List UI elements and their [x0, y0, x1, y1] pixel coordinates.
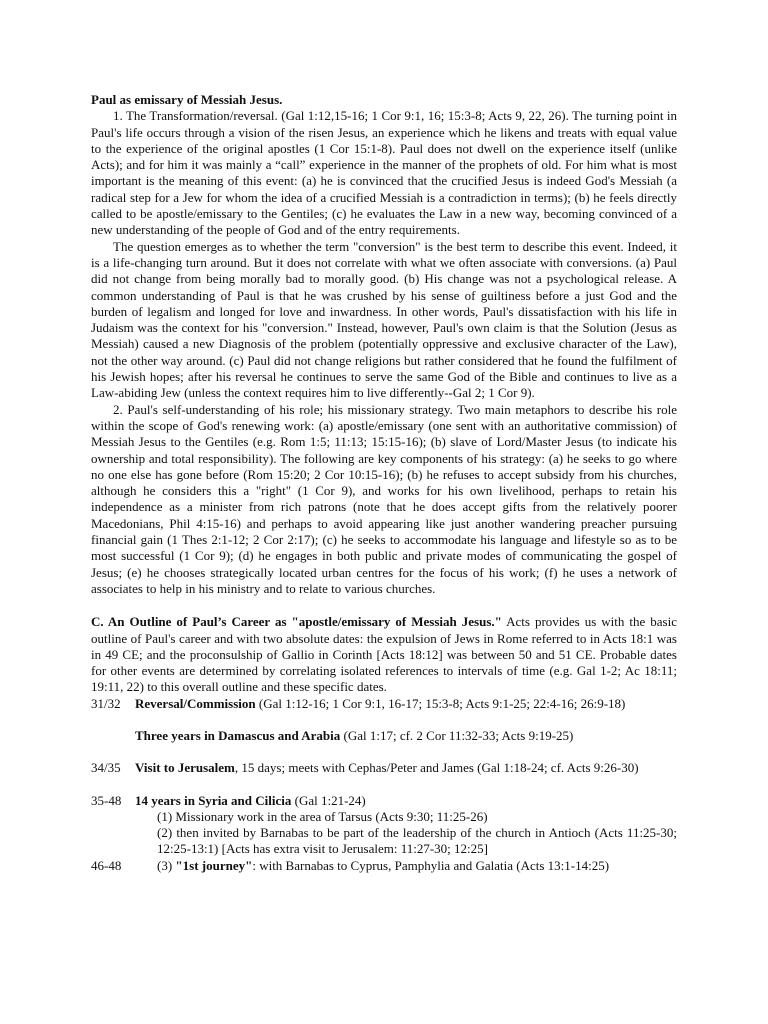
timeline-title: "1st journey": [175, 857, 253, 873]
document-page: [91, 92, 677, 874]
timeline-title: Three years in Damascus and Arabia: [135, 727, 341, 743]
timeline-detail: , 15 days; meets with Cephas/Peter and James (Gal 1:18-24; cf. Acts 9:26-30): [234, 760, 639, 776]
timeline-subitem: (2) then invited by Barnabas to be part of the leadership of the church in Antioch (Acts 11:25-30; 12:25-13:1) [Acts has extra visit to Jerusalem: 11:27-30; 12:25]: [157, 825, 677, 857]
timeline-date: 35-48: [91, 792, 122, 808]
section-c-intro: Acts provides us with the basic outline of Paul's career and with two absolute dates: the expulsion of Jews in Rome referred to in Acts 18:1 was in 49 CE; and the proconsulship of Gallio in Corinth [Acts 18:12] was between 50 and 51 CE. Probable dates for other events are determined by correlating isolated references to intervals of time (e.g. Gal 1-2; Ac 18:11; 19:11, 22) to this overall outline and these specific dates.: [91, 614, 677, 695]
timeline-detail: : with Barnabas to Cyprus, Pamphylia and Galatia (Acts 13:1-14:25): [252, 857, 610, 873]
paragraph-transformation: 1. The Transformation/reversal. (Gal 1:12,15-16; 1 Cor 9:1, 16; 15:3-8; Acts 9, 22, 26). The turning point in Paul's life occurs through a vision of the risen Jesus, an experience which he likens and treats with equal value to the experience of the original apostles (1 Cor 15:1-8). Paul does not dwell on the experience itself (unlike Acts); and for him it was mainly a “call” experience in the manner of the prophets of old. For him what is most important is the meaning of this event: (a) he is convinced that the crucified Jesus is indeed God's Messiah (a radical step for a Jew for whom the idea of a crucified Messiah is a contradiction in terms); (b) he feels directly called to be apostle/emissary to the Gentiles; (c) he evaluates the Law in a new way, becoming convinced of a new understanding of the people of God and of the entry requirements.: [91, 108, 677, 238]
timeline-date: 34/35: [91, 760, 121, 776]
timeline-entry: [91, 760, 677, 776]
timeline-subitem: (1) Missionary work in the area of Tarsus (Acts 9:30; 11:25-26): [157, 808, 488, 824]
timeline-detail: (Gal 1:17; cf. 2 Cor 11:32-33; Acts 9:19-25): [340, 727, 574, 743]
section-heading-paul-emissary: Paul as emissary of Messiah Jesus.: [91, 92, 283, 107]
timeline-prefix: (3): [157, 857, 176, 873]
timeline-detail: (Gal 1:21-24): [291, 792, 366, 808]
timeline-title: Reversal/Commission: [135, 695, 256, 711]
timeline-title: Visit to Jerusalem: [135, 760, 235, 776]
timeline-date: 31/32: [91, 695, 121, 711]
paragraph-self-understanding: 2. Paul's self-understanding of his role; his missionary strategy. Two main metaphors to describe his role within the scope of God's renewing work: (a) apostle/emissary (one sent with an authoritative commission) of Messiah Jesus to the Gentiles (e.g. Rom 1:5; 11:13; 15:15-16); (b) slave of Lord/Master Jesus (to indicate his ownership and total responsibility). The following are key components of his strategy: (a) he seeks to go where no one else has gone before (Rom 15:20; 2 Cor 10:15-16); (b) he refuses to accept subsidy from his churches, although he considers this a "right" (1 Cor 9), and works for his own livelihood, perhaps to retain his independence as a minister from rich patrons (note that he does accept gifts from the relatively poorer Macedonians, Phil 4:15-16) and perhaps to avoid appearing like just another wandering preacher pursuing financial gain (1 Thes 2:1-12; 2 Cor 2:17); (c) he seeks to accommodate his language and lifestyle so as to be most successful (1 Cor 9); (d) he engages in both public and private modes of communicating the gospel of Jesus; (e) he chooses strategically located urban centres for the focus of his work; (f) he uses a network of associates to help in his ministry and to relate to various churches.: [91, 401, 677, 596]
timeline-date: 46-48: [91, 857, 122, 873]
section-c-intro-block: [91, 614, 677, 695]
section-heading-outline: C. An Outline of Paul’s Career as "apostle/emissary of Messiah Jesus.": [91, 614, 502, 630]
timeline-entry: [91, 696, 677, 712]
timeline-entry: [91, 793, 677, 809]
paragraph-conversion: The question emerges as to whether the term "conversion" is the best term to describe this event. Indeed, it is a life-changing turn around. But it does not correlate with what we often associate with conversions. (a) Paul did not change from being morally bad to morally good. (b) His change was not a psychological release. A common understanding of Paul is that he was crushed by his sense of guiltiness before a just God and the burden of legalism and longed for love and inwardness. In other words, Paul's dissatisfaction with his life in Judaism was the context for his "conversion." Instead, however, Paul's own claim is that the Solution (Jesus as Messiah) caused a new Diagnosis of the problem (potentially oppressive and exclusive character of the Law), not the other way around. (c) Paul did not change religions but rather considered that he found the fulfilment of his Jewish hopes; after his reversal he continues to serve the same God of the Bible and continues to live as a Law-abiding Jew (unless the context requires him to live differently--Gal 2; 1 Cor 9).: [91, 238, 677, 401]
timeline-entry: [91, 858, 677, 874]
timeline-entry: [91, 728, 677, 744]
timeline-title: 14 years in Syria and Cilicia: [135, 792, 292, 808]
timeline-detail: (Gal 1:12-16; 1 Cor 9:1, 16-17; 15:3-8; Acts 9:1-25; 22:4-16; 26:9-18): [255, 695, 626, 711]
timeline-date: [91, 728, 135, 744]
